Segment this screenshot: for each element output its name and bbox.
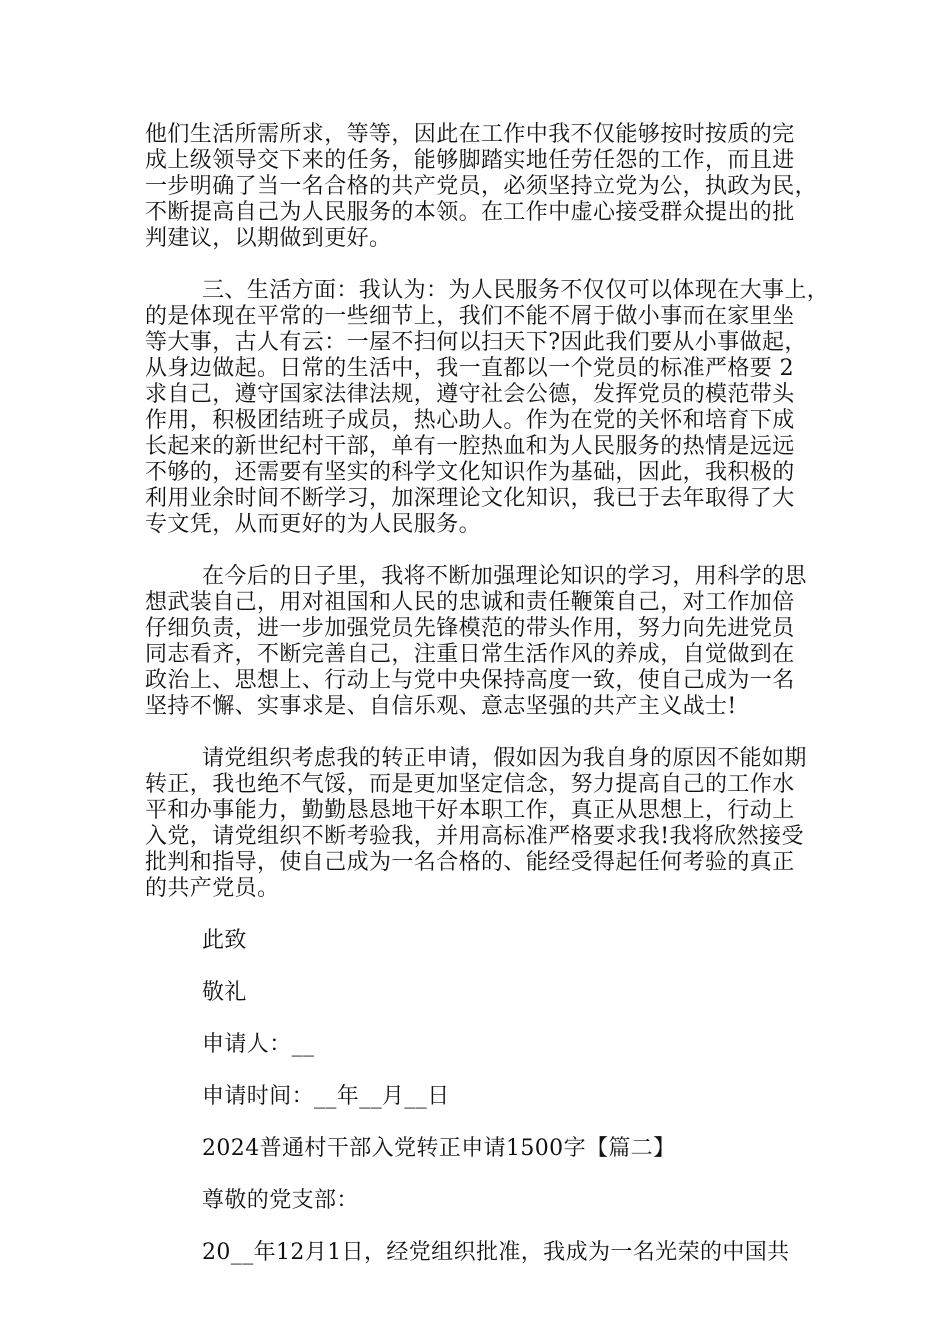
- text-line: 作用，积极团结班子成员，热心助人。作为在党的关怀和培育下成: [145, 408, 795, 433]
- text-line: 从身边做起。日常的生活中，我一直都以一个党员的标准严格要 2: [145, 356, 794, 381]
- document-page: [145, 122, 830, 1266]
- text-line: 政治上、思想上、行动上与党中央保持高度一致，使自己成为一名: [145, 668, 795, 693]
- text-line: 等大事，古人有云：一屋不扫何以扫天下?因此我们要从小事做起，: [145, 330, 807, 355]
- paragraph-life-aspect: [145, 278, 830, 538]
- text-line: 不够的，还需要有坚实的科学文化知识作为基础，因此，我积极的: [145, 460, 795, 485]
- paragraph-future-plans: [145, 564, 810, 720]
- closing-zhici: 此致: [202, 928, 247, 953]
- text-line: 仔细负责，进一步加强党员先锋模范的带头作用，努力向先进党员: [145, 616, 795, 641]
- text-line: 同志看齐，不断完善自己，注重日常生活作风的养成，自觉做到在: [145, 642, 795, 667]
- text-line: 三、生活方面：我认为：为人民服务不仅仅可以体现在大事上，: [202, 278, 830, 303]
- text-line: 不断提高自己为人民服务的本领。在工作中虚心接受群众提出的批: [145, 200, 795, 225]
- text-line: 坚持不懈、实事求是、自信乐观、意志坚强的共产主义战士!: [145, 694, 737, 719]
- text-line: 请党组织考虑我的转正申请，假如因为我自身的原因不能如期: [202, 746, 807, 771]
- date-line: 申请时间：__年__月__日: [202, 1084, 450, 1109]
- text-line: 转正，我也绝不气馁，而是更加坚定信念，努力提高自己的工作水: [145, 772, 795, 797]
- text-line: 专文凭，从而更好的为人民服务。: [145, 512, 482, 537]
- text-line: 成上级领导交下来的任务，能够脚踏实地任劳任怨的工作，而且进: [145, 148, 795, 173]
- text-line: 长起来的新世纪村干部，单有一腔热血和为人民服务的热情是远远: [145, 434, 795, 459]
- section-title: 2024普通村干部入党转正申请1500字【篇二】: [202, 1136, 676, 1161]
- text-line: 20__年12月1日，经党组织批准，我成为一名光荣的中国共: [202, 1240, 790, 1265]
- text-line: 在今后的日子里，我将不断加强理论知识的学习，用科学的思: [202, 564, 807, 589]
- text-line: 想武装自己，用对祖国和人民的忠诚和责任鞭策自己，对工作加倍: [145, 590, 795, 615]
- applicant-line: 申请人：__: [202, 1032, 315, 1057]
- text-line: 的共产党员。: [145, 876, 280, 901]
- closing-jingli: 敬礼: [202, 980, 247, 1005]
- text-line: 利用业余时间不断学习，加深理论文化知识，我已于去年取得了大: [145, 486, 795, 511]
- text-line: 批判和指导，使自己成为一名合格的、能经受得起任何考验的真正: [145, 850, 795, 875]
- text-line: 入党，请党组织不断考验我，并用高标准严格要求我!我将欣然接受: [145, 824, 804, 849]
- paragraph-request: [145, 746, 810, 902]
- text-line: 求自己，遵守国家法律法规，遵守社会公德，发挥党员的模范带头: [145, 382, 795, 407]
- text-line: 的是体现在平常的一些细节上，我们不能不屑于做小事而在家里坐: [145, 304, 795, 329]
- text-line: 平和办事能力，勤勤恳恳地干好本职工作，真正从思想上，行动上: [145, 798, 795, 823]
- paragraph-work-continuation: [145, 122, 818, 252]
- text-line: 他们生活所需所求，等等，因此在工作中我不仅能够按时按质的完: [145, 122, 795, 147]
- text-line: 一步明确了当一名合格的共产党员，必须坚持立党为公，执政为民，: [145, 174, 818, 199]
- salutation: 尊敬的党支部：: [202, 1188, 359, 1213]
- text-line: 判建议，以期做到更好。: [145, 226, 392, 251]
